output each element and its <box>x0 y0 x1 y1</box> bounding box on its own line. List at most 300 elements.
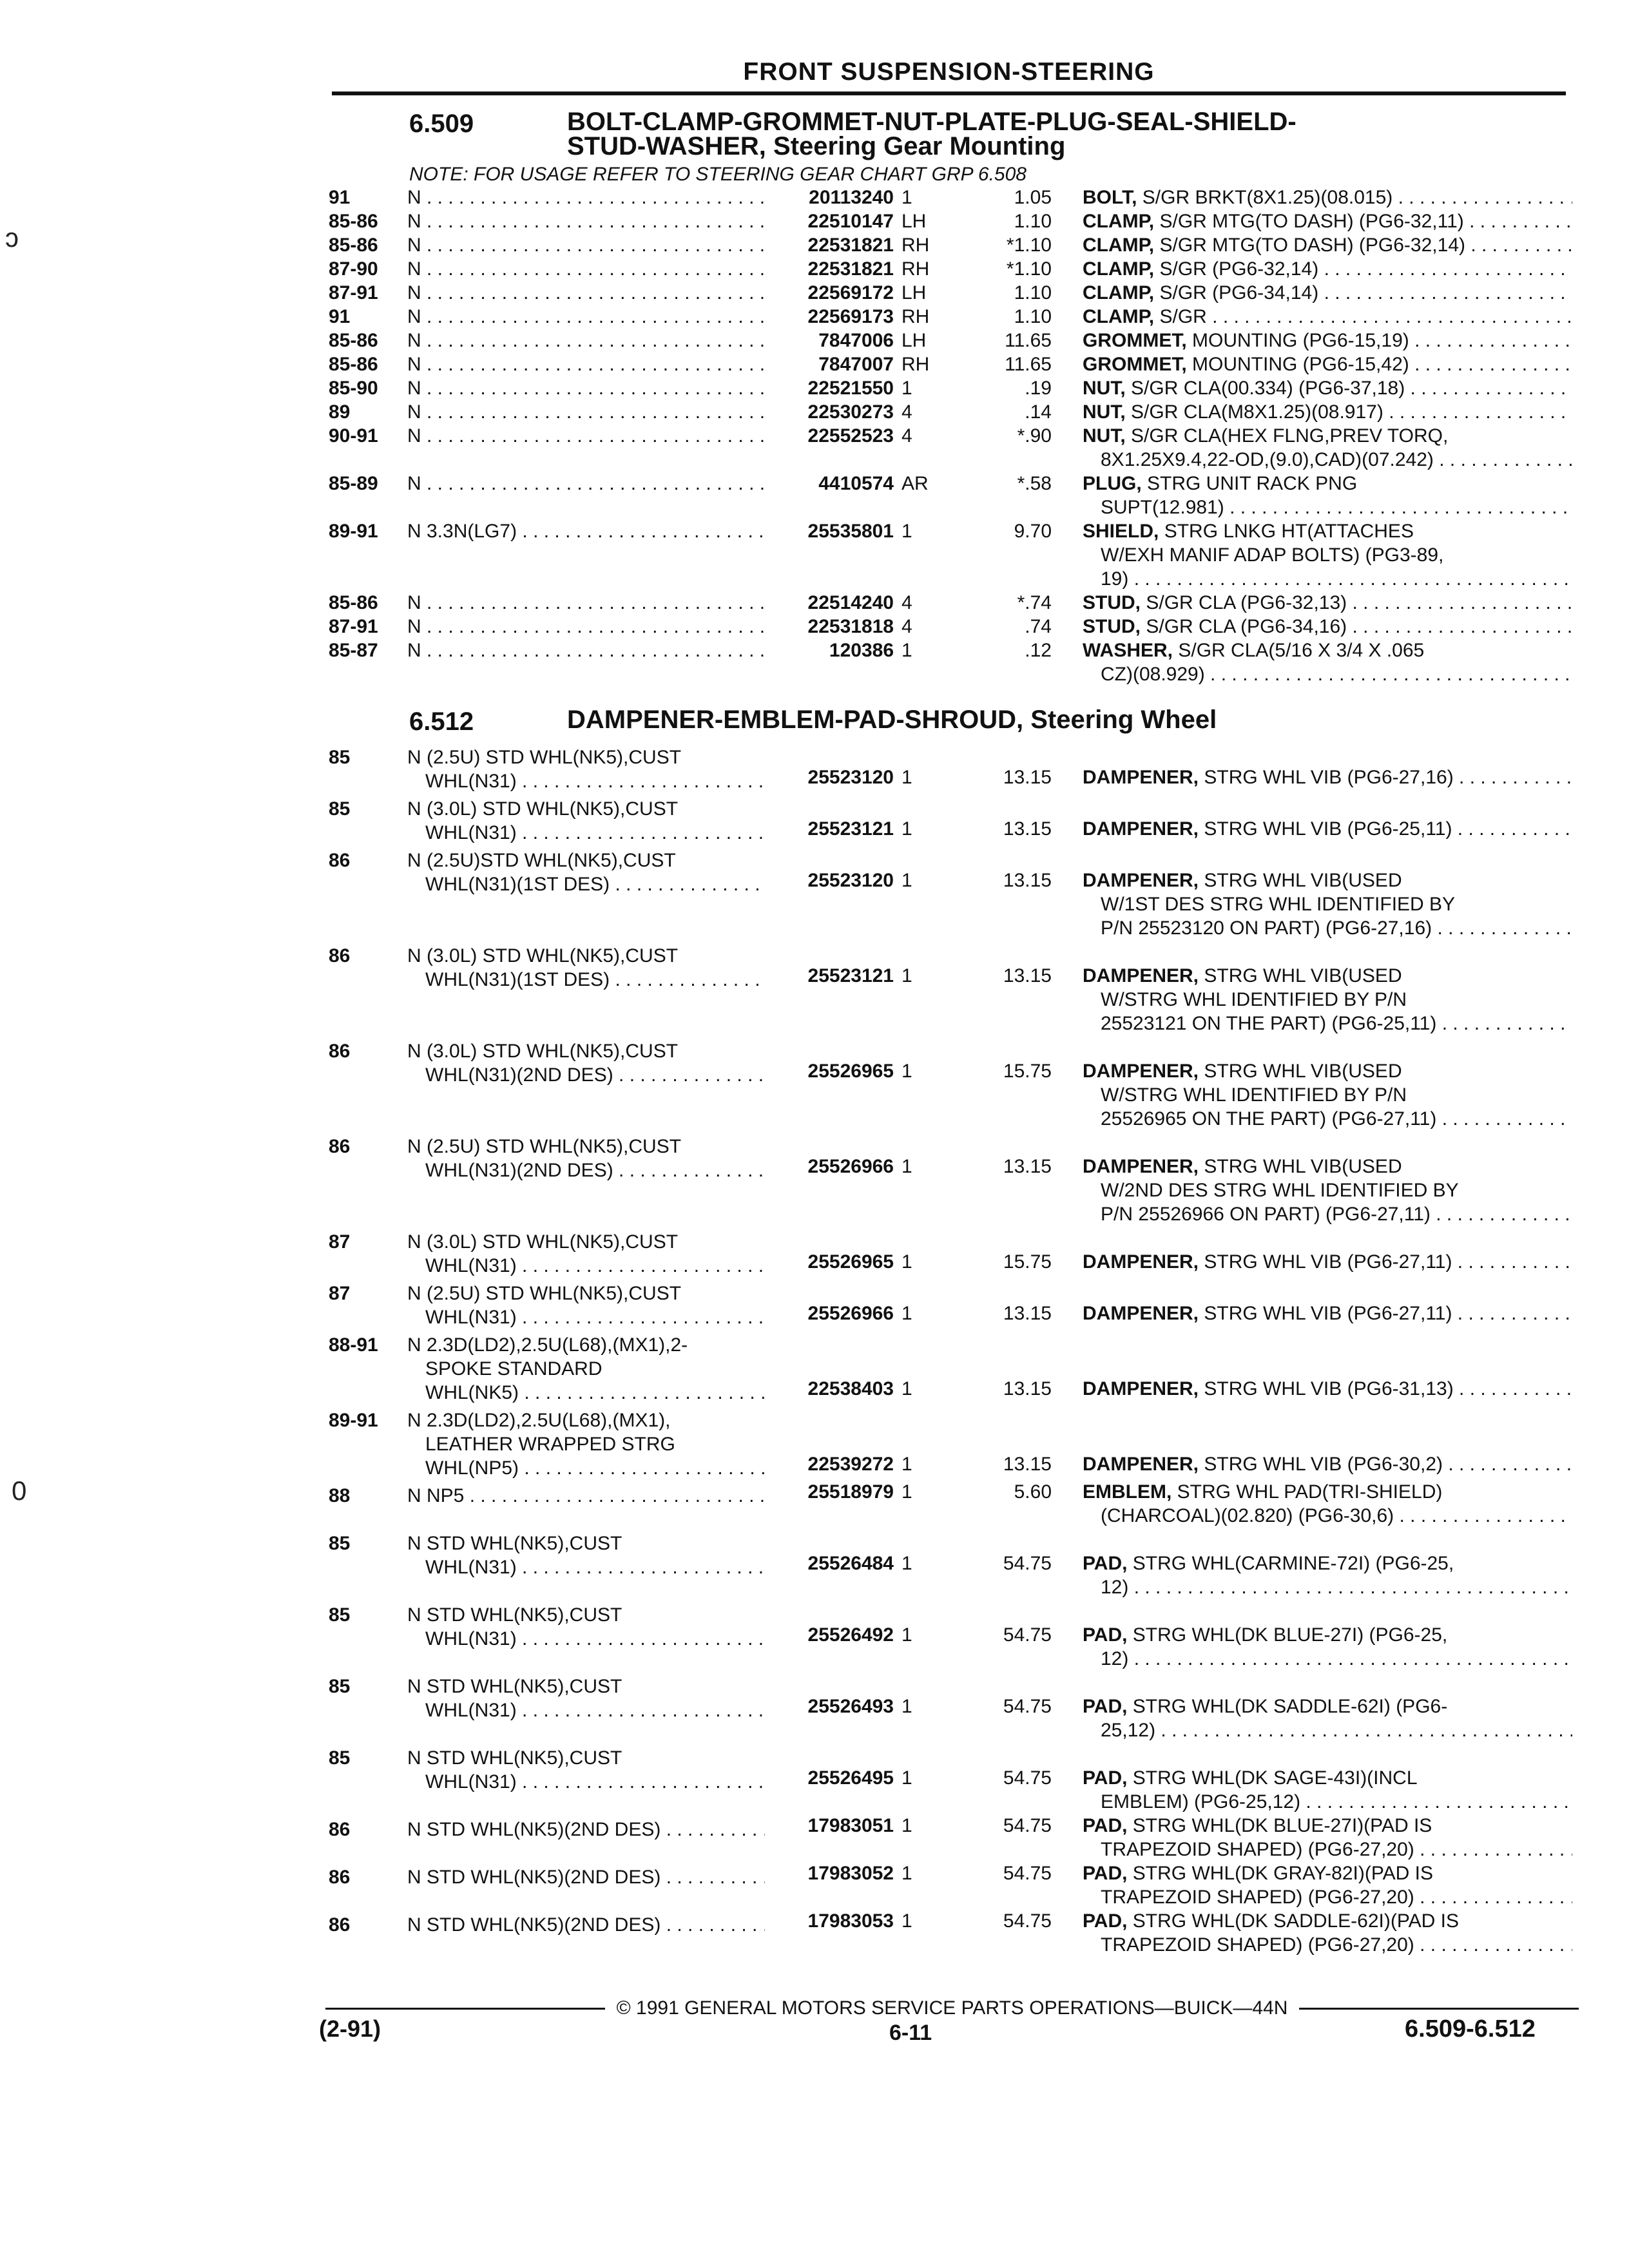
price <box>958 376 1083 400</box>
price-text: 1.10 <box>1014 211 1052 232</box>
description <box>1083 472 1572 519</box>
part-number <box>765 742 901 793</box>
part-name: PAD, <box>1083 1553 1128 1574</box>
description-line <box>1083 1155 1572 1178</box>
usage-text: N <box>407 401 421 423</box>
description-line <box>1083 1885 1572 1909</box>
quantity <box>901 329 958 352</box>
description <box>1083 209 1572 233</box>
quantity-text: 1 <box>901 1863 912 1884</box>
table-row <box>329 305 1572 329</box>
description-line <box>1083 186 1572 209</box>
footer-page-number: 6-11 <box>889 2021 932 2045</box>
table-row <box>329 186 1572 209</box>
description-line <box>1083 209 1572 233</box>
usage <box>407 1480 765 1528</box>
usage-line <box>407 1254 765 1278</box>
table-row <box>329 376 1572 400</box>
year-text: 85-89 <box>329 473 378 494</box>
part-number-text: 25526966 <box>807 1156 894 1177</box>
year-range <box>329 793 407 845</box>
part-name: STUD, <box>1083 592 1141 613</box>
usage <box>407 400 765 424</box>
usage-text: N STD WHL(NK5),CUST <box>407 1747 622 1769</box>
description-text: P/N 25523120 ON PART) (PG6-27,16) <box>1101 918 1432 939</box>
usage-line <box>407 769 765 793</box>
description-line <box>1083 448 1572 472</box>
description-text: S/GR CLA(00.334) (PG6-37,18) <box>1131 378 1405 399</box>
part-number-text: 22569172 <box>807 282 894 303</box>
part-number-text: 17983052 <box>807 1863 894 1884</box>
price <box>958 519 1083 591</box>
usage-line <box>407 1698 765 1722</box>
description-text: P/N 25526966 ON PART) (PG6-27,11) <box>1101 1204 1431 1225</box>
quantity <box>901 1814 958 1861</box>
usage-line <box>407 472 765 495</box>
part-name: DAMPENER, <box>1083 1378 1199 1399</box>
quantity-text: 1 <box>901 1378 912 1399</box>
table-row <box>329 1861 1572 1909</box>
usage <box>407 209 765 233</box>
description <box>1083 1131 1572 1226</box>
table-row <box>329 940 1572 1035</box>
usage-text: N 3.3N(LG7) <box>407 521 517 542</box>
price-text: 1.05 <box>1014 187 1052 208</box>
year-text: 86 <box>329 1819 351 1840</box>
usage-line <box>407 1135 765 1158</box>
usage-text: WHL(N31) <box>425 822 517 843</box>
usage-text: N <box>407 378 421 399</box>
usage-text: N (3.0L) STD WHL(NK5),CUST <box>407 945 679 966</box>
description <box>1083 940 1572 1035</box>
part-number-text: 17983053 <box>807 1910 894 1932</box>
price-text: 54.75 <box>1003 1863 1052 1884</box>
description <box>1083 793 1572 845</box>
description-text: STRG WHL VIB(USED <box>1204 1156 1402 1177</box>
part-name: DAMPENER, <box>1083 1061 1199 1082</box>
table-row <box>329 845 1572 940</box>
section-6509 <box>329 110 1572 686</box>
year-text: 89-91 <box>329 1410 378 1431</box>
quantity <box>901 1226 958 1278</box>
description-line <box>1083 472 1572 495</box>
description-line <box>1083 1302 1572 1325</box>
description <box>1083 1480 1572 1528</box>
year-text: 91 <box>329 306 351 327</box>
usage <box>407 1131 765 1226</box>
usage-line <box>407 1158 765 1182</box>
part-number <box>765 1528 901 1599</box>
usage <box>407 233 765 257</box>
part-number-text: 25523121 <box>807 965 894 986</box>
part-number-text: 25535801 <box>807 521 894 542</box>
section-title-line1: BOLT-CLAMP-GROMMET-NUT-PLATE-PLUG-SEAL-SHIELD- <box>567 108 1296 136</box>
usage-text: WHL(N31) <box>425 1307 517 1328</box>
description <box>1083 1814 1572 1861</box>
usage-text: WHL(N31)(2ND DES) <box>425 1064 613 1086</box>
year-range <box>329 1226 407 1278</box>
part-number <box>765 1671 901 1742</box>
usage <box>407 1035 765 1131</box>
description-text: STRG WHL(DK BLUE-27I)(PAD IS <box>1132 1815 1432 1836</box>
price-text: 13.15 <box>1003 1303 1052 1324</box>
table-row <box>329 615 1572 639</box>
year-range <box>329 329 407 352</box>
price <box>958 281 1083 305</box>
price-text: 5.60 <box>1014 1481 1052 1503</box>
description <box>1083 1329 1572 1405</box>
usage-text: N <box>407 306 421 327</box>
part-name: DAMPENER, <box>1083 1251 1199 1273</box>
part-number-text: 22530273 <box>807 401 894 423</box>
part-number <box>765 1861 901 1909</box>
section-title <box>567 707 1217 732</box>
quantity-text: RH <box>901 235 930 256</box>
part-number <box>765 639 901 686</box>
part-number-text: 22510147 <box>807 211 894 232</box>
quantity-text: 4 <box>901 425 912 447</box>
description-line <box>1083 988 1572 1012</box>
part-number <box>765 1480 901 1528</box>
part-number <box>765 1035 901 1131</box>
usage-text: N STD WHL(NK5)(2ND DES) <box>407 1914 661 1936</box>
table-row <box>329 1528 1572 1599</box>
price <box>958 1909 1083 1957</box>
part-number <box>765 1909 901 1957</box>
description-line <box>1083 1480 1572 1504</box>
usage <box>407 1528 765 1599</box>
usage-line <box>407 1408 765 1432</box>
description-line <box>1083 543 1572 567</box>
usage-line <box>407 1305 765 1329</box>
year-text: 85 <box>329 798 351 820</box>
usage <box>407 639 765 686</box>
description <box>1083 1278 1572 1329</box>
usage-line <box>407 1432 765 1456</box>
usage-text: N <box>407 592 421 613</box>
quantity-text: LH <box>901 211 927 232</box>
table-row <box>329 1671 1572 1742</box>
year-text: 85-86 <box>329 592 378 613</box>
quantity-text: LH <box>901 282 927 303</box>
description <box>1083 186 1572 209</box>
description-text: S/GR CLA (PG6-34,16) <box>1146 616 1347 637</box>
part-number <box>765 424 901 472</box>
price-text: 1.10 <box>1014 306 1052 327</box>
table-row <box>329 400 1572 424</box>
year-range <box>329 281 407 305</box>
quantity-text: RH <box>901 354 930 375</box>
table-row <box>329 1278 1572 1329</box>
usage-line <box>407 352 765 376</box>
quantity-text: 1 <box>901 521 912 542</box>
usage <box>407 591 765 615</box>
footer-rule-right <box>1299 2008 1579 2010</box>
price-text: 13.15 <box>1003 1378 1052 1399</box>
usage-text: N NP5 <box>407 1485 465 1506</box>
description-line <box>1083 519 1572 543</box>
description-text: MOUNTING (PG6-15,42) <box>1192 354 1409 375</box>
price-text: 54.75 <box>1003 1696 1052 1717</box>
usage-text: N <box>407 258 421 280</box>
usage-text: WHL(N31) <box>425 771 517 792</box>
part-number <box>765 1131 901 1226</box>
description-line <box>1083 1933 1572 1957</box>
usage-text: WHL(N31) <box>425 1628 517 1649</box>
usage <box>407 1814 765 1861</box>
table-row <box>329 639 1572 686</box>
usage-text: N 2.3D(LD2),2.5U(L68),(MX1),2- <box>407 1334 688 1356</box>
price-text: 54.75 <box>1003 1553 1052 1574</box>
usage-text: WHL(N31) <box>425 1255 517 1276</box>
quantity-text: 1 <box>901 1303 912 1324</box>
section-6512 <box>329 707 1572 1957</box>
year-text: 85-86 <box>329 235 378 256</box>
part-name: DAMPENER, <box>1083 767 1199 788</box>
part-number-text: 25526965 <box>807 1061 894 1082</box>
price <box>958 639 1083 686</box>
description-line <box>1083 1083 1572 1107</box>
description-line <box>1083 1718 1572 1742</box>
usage-line <box>407 1484 765 1508</box>
year-range <box>329 400 407 424</box>
description-line <box>1083 1178 1572 1202</box>
quantity <box>901 305 958 329</box>
usage-line <box>407 1603 765 1627</box>
price <box>958 1671 1083 1742</box>
description-line <box>1083 639 1572 662</box>
year-range <box>329 186 407 209</box>
description-text: S/GR <box>1159 306 1207 327</box>
usage-line <box>407 1746 765 1770</box>
description <box>1083 1528 1572 1599</box>
description-line <box>1083 1504 1572 1528</box>
year-text: 86 <box>329 1867 351 1888</box>
description-text: STRG UNIT RACK PNG <box>1147 473 1358 494</box>
part-number-text: 25526493 <box>807 1696 894 1717</box>
usage-line <box>407 1675 765 1698</box>
description-line <box>1083 1552 1572 1575</box>
year-range <box>329 940 407 1035</box>
part-name: PAD, <box>1083 1696 1128 1717</box>
quantity <box>901 257 958 281</box>
usage <box>407 376 765 400</box>
description <box>1083 233 1572 257</box>
price-text: .14 <box>1025 401 1052 423</box>
price <box>958 1480 1083 1528</box>
year-range <box>329 305 407 329</box>
year-text: 89-91 <box>329 521 378 542</box>
price-text: 54.75 <box>1003 1910 1052 1932</box>
quantity-text: 1 <box>901 1251 912 1273</box>
description <box>1083 1405 1572 1480</box>
year-range <box>329 233 407 257</box>
description-text: W/STRG WHL IDENTIFIED BY P/N <box>1101 989 1407 1010</box>
price <box>958 940 1083 1035</box>
description-line <box>1083 615 1572 639</box>
description-line <box>1083 1012 1572 1035</box>
year-text: 85 <box>329 1604 351 1626</box>
usage-text: WHL(N31)(1ST DES) <box>425 874 610 895</box>
part-number-text: 25526484 <box>807 1553 894 1574</box>
parts-table <box>329 742 1572 1957</box>
quantity <box>901 209 958 233</box>
part-name: NUT, <box>1083 401 1126 423</box>
section-title <box>567 110 1296 159</box>
description-line <box>1083 1814 1572 1838</box>
usage-text: N STD WHL(NK5)(2ND DES) <box>407 1819 661 1840</box>
part-number-text: 17983051 <box>807 1815 894 1836</box>
description <box>1083 519 1572 591</box>
year-text: 85-87 <box>329 640 378 661</box>
table-row <box>329 591 1572 615</box>
description-text: STRG WHL VIB (PG6-30,2) <box>1204 1454 1443 1475</box>
year-text: 87-90 <box>329 258 378 280</box>
table-row <box>329 257 1572 281</box>
description-text: STRG WHL PAD(TRI-SHIELD) <box>1177 1481 1443 1503</box>
description <box>1083 257 1572 281</box>
footer-copyright <box>325 1997 1579 2019</box>
price <box>958 257 1083 281</box>
price-text: .74 <box>1025 616 1052 637</box>
price-text: 11.65 <box>1005 354 1052 375</box>
year-text: 87 <box>329 1231 351 1253</box>
part-name: CLAMP, <box>1083 211 1155 232</box>
usage-text: N (3.0L) STD WHL(NK5),CUST <box>407 798 679 820</box>
quantity <box>901 1035 958 1131</box>
usage-text: N (3.0L) STD WHL(NK5),CUST <box>407 1041 679 1062</box>
description <box>1083 329 1572 352</box>
description-line <box>1083 1861 1572 1885</box>
usage <box>407 742 765 793</box>
part-number-text: 25523120 <box>807 767 894 788</box>
part-number-text: 22531821 <box>807 258 894 280</box>
year-range <box>329 639 407 686</box>
part-name: DAMPENER, <box>1083 818 1199 840</box>
quantity <box>901 1278 958 1329</box>
table-row <box>329 233 1572 257</box>
year-range <box>329 1278 407 1329</box>
quantity-text: 1 <box>901 1481 912 1503</box>
usage <box>407 1329 765 1405</box>
description-line <box>1083 1575 1572 1599</box>
usage <box>407 472 765 519</box>
quantity-text: AR <box>901 473 929 494</box>
description-text: STRG WHL VIB(USED <box>1204 870 1402 891</box>
year-range <box>329 257 407 281</box>
part-number <box>765 233 901 257</box>
table-row <box>329 1035 1572 1131</box>
quantity-text: 4 <box>901 401 912 423</box>
price <box>958 1226 1083 1278</box>
year-range <box>329 472 407 519</box>
year-range <box>329 1861 407 1909</box>
usage-line <box>407 519 765 543</box>
description-line <box>1083 1647 1572 1671</box>
year-text: 90-91 <box>329 425 378 447</box>
quantity <box>901 281 958 305</box>
price <box>958 1742 1083 1814</box>
usage-text: WHL(N31) <box>425 1557 517 1578</box>
quantity <box>901 352 958 376</box>
year-range <box>329 591 407 615</box>
price <box>958 591 1083 615</box>
description-text: W/STRG WHL IDENTIFIED BY P/N <box>1101 1084 1407 1106</box>
usage-line <box>407 821 765 845</box>
year-text: 85 <box>329 747 351 768</box>
part-number-text: 25526495 <box>807 1767 894 1789</box>
description-line <box>1083 233 1572 257</box>
price <box>958 1599 1083 1671</box>
description <box>1083 615 1572 639</box>
part-number <box>765 1226 901 1278</box>
description <box>1083 639 1572 686</box>
description-text: S/GR MTG(TO DASH) (PG6-32,14) <box>1159 235 1465 256</box>
quantity-text: 1 <box>901 818 912 840</box>
year-range <box>329 1405 407 1480</box>
part-number-text: 25518979 <box>807 1481 894 1503</box>
margin-mark-top: ↄ <box>5 222 19 253</box>
year-range <box>329 845 407 940</box>
usage <box>407 1909 765 1957</box>
usage-text: WHL(NK5) <box>425 1382 519 1403</box>
part-number <box>765 352 901 376</box>
part-name: STUD, <box>1083 616 1141 637</box>
usage-line <box>407 329 765 352</box>
quantity-text: 1 <box>901 640 912 661</box>
description <box>1083 424 1572 472</box>
part-name: CLAMP, <box>1083 235 1155 256</box>
quantity-text: 1 <box>901 1696 912 1717</box>
part-number <box>765 376 901 400</box>
price-text: 54.75 <box>1003 1767 1052 1789</box>
quantity-text: 1 <box>901 1815 912 1836</box>
description-line <box>1083 662 1572 686</box>
margin-mark-middle: 0 <box>12 1475 27 1506</box>
year-text: 86 <box>329 850 351 871</box>
description <box>1083 305 1572 329</box>
usage-text: N STD WHL(NK5),CUST <box>407 1604 622 1626</box>
price-text: 11.65 <box>1005 330 1052 351</box>
part-name: CLAMP, <box>1083 282 1155 303</box>
part-number-text: 25523121 <box>807 818 894 840</box>
year-range <box>329 1528 407 1599</box>
quantity <box>901 1329 958 1405</box>
usage-text: N <box>407 640 421 661</box>
usage-text: WHL(N31) <box>425 1771 517 1792</box>
description-line <box>1083 1623 1572 1647</box>
quantity-text: 1 <box>901 1156 912 1177</box>
table-row <box>329 1329 1572 1405</box>
usage-line <box>407 872 765 896</box>
price-text: *.58 <box>1017 473 1052 494</box>
price-text: 1.10 <box>1014 282 1052 303</box>
part-name: DAMPENER, <box>1083 1156 1199 1177</box>
part-number-text: 22539272 <box>807 1454 894 1475</box>
price-text: 13.15 <box>1003 818 1052 840</box>
description <box>1083 400 1572 424</box>
usage-text: N <box>407 354 421 375</box>
description-line <box>1083 1790 1572 1814</box>
quantity-text: 1 <box>901 1553 912 1574</box>
year-text: 91 <box>329 187 351 208</box>
description-line <box>1083 352 1572 376</box>
price <box>958 1131 1083 1226</box>
part-number-text: 22569173 <box>807 306 894 327</box>
description <box>1083 1035 1572 1131</box>
year-text: 87 <box>329 1283 351 1304</box>
usage-text: WHL(N31) <box>425 1700 517 1721</box>
